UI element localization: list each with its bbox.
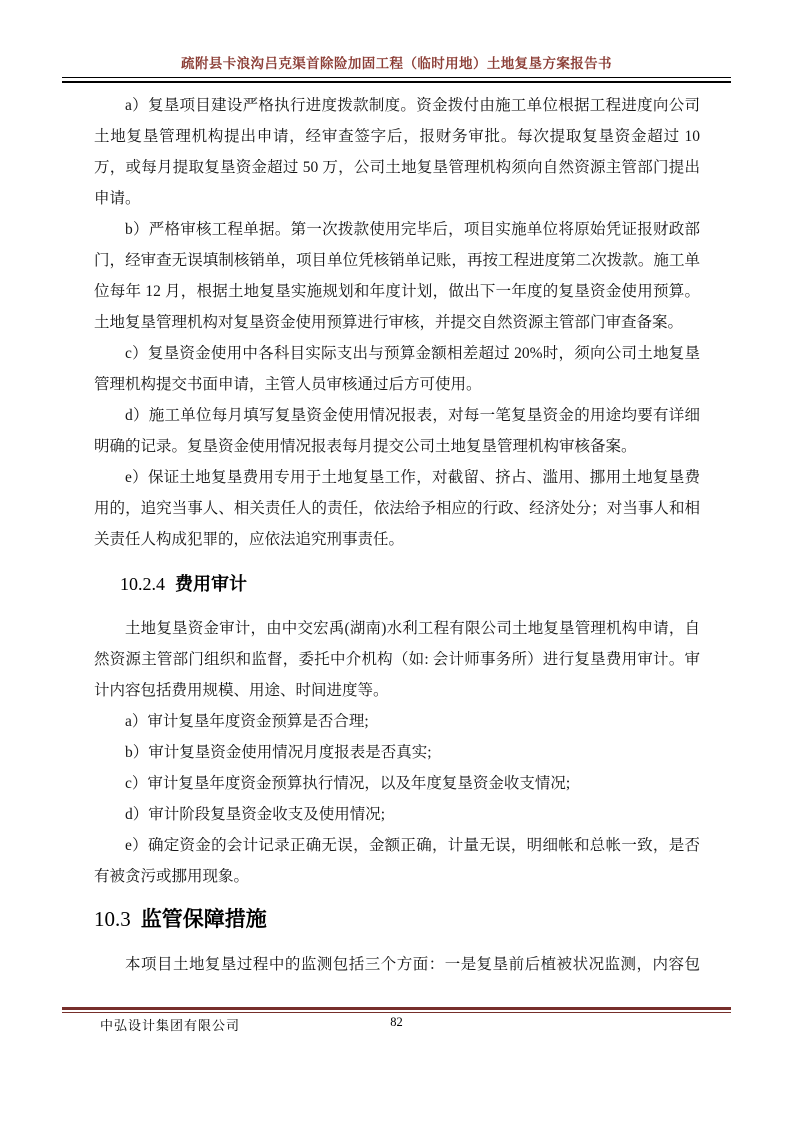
funding-rule-paragraph-b: b）严格审核工程单据。第一次拨款使用完毕后，项目实施单位将原始凭证报财政部门，经审查无误填制核销单，项目单位凭核销单记账，再按工程进度第二次拨款。施工单位每年 12 月，根据土地复垦实施规划和年度计划，做出下一年度的复垦资金使用预算。土地复垦管理机构对复垦资金使用预算进行审核，并提交自然资源主管部门审查备案。 [94, 221, 700, 331]
audit-item-a: a）审计复垦年度资金预算是否合理; [125, 713, 369, 730]
footer-rule [62, 1007, 731, 1013]
audit-item-b: b）审计复垦资金使用情况月度报表是否真实; [125, 744, 432, 761]
audit-item-c: c）审计复垦年度资金预算执行情况，以及年度复垦资金收支情况; [125, 775, 571, 792]
section-title: 费用审计 [175, 574, 247, 594]
footer-page-number: 82 [390, 1015, 403, 1029]
page-header [62, 52, 731, 83]
header-rule [62, 77, 731, 83]
header-title: 疏附县卡浪沟吕克渠首除险加固工程（临时用地）土地复垦方案报告书 [181, 56, 612, 71]
document-body [94, 90, 700, 980]
section-heading-10-3 [94, 904, 700, 935]
funding-rule-paragraph-e: e）保证土地复垦费用专用于土地复垦工作，对截留、挤占、滥用、挪用土地复垦费用的，追究当事人、相关责任人的责任，依法给予相应的行政、经济处分；对当事人和相关责任人构成犯罪的，应依法追究刑事责任。 [94, 469, 700, 548]
section-number: 10.3 [94, 907, 131, 931]
funding-rule-paragraph-c: c）复垦资金使用中各科目实际支出与预算金额相差超过 20%时，须向公司土地复垦管理机构提交书面申请，主管人员审核通过后方可使用。 [94, 345, 700, 393]
monitoring-paragraph: 本项目土地复垦过程中的监测包括三个方面：一是复垦前后植被状况监测，内容包 [125, 956, 700, 973]
section-heading-10-2-4 [120, 571, 700, 597]
funding-rule-paragraph-d: d）施工单位每月填写复垦资金使用情况报表，对每一笔复垦资金的用途均要有详细明确的记录。复垦资金使用情况报表每月提交公司土地复垦管理机构审核备案。 [94, 407, 700, 455]
page-footer [62, 1015, 731, 1035]
section-number: 10.2.4 [120, 574, 165, 594]
audit-item-d: d）审计阶段复垦资金收支及使用情况; [125, 806, 386, 823]
footer-company-name: 中弘设计集团有限公司 [100, 1018, 241, 1033]
audit-intro-paragraph: 土地复垦资金审计，由中交宏禹(湖南)水利工程有限公司土地复垦管理机构申请，自然资源主管部门组织和监督，委托中介机构（如: 会计师事务所）进行复垦费用审计。审计内容包括费用规模、用途、时间进度等。 [94, 620, 700, 699]
funding-rule-paragraph-a: a）复垦项目建设严格执行进度拨款制度。资金拨付由施工单位根据工程进度向公司土地复垦管理机构提出申请，经审查签字后，报财务审批。每次提取复垦资金超过 10 万，或每月提取复垦资金超过 50 万，公司土地复垦管理机构须向自然资源主管部门提出申请。 [94, 97, 700, 207]
section-title: 监管保障措施 [140, 908, 267, 931]
audit-item-e: e）确定资金的会计记录正确无误，金额正确，计量无误，明细帐和总帐一致，是否有被贪污或挪用现象。 [94, 837, 700, 885]
